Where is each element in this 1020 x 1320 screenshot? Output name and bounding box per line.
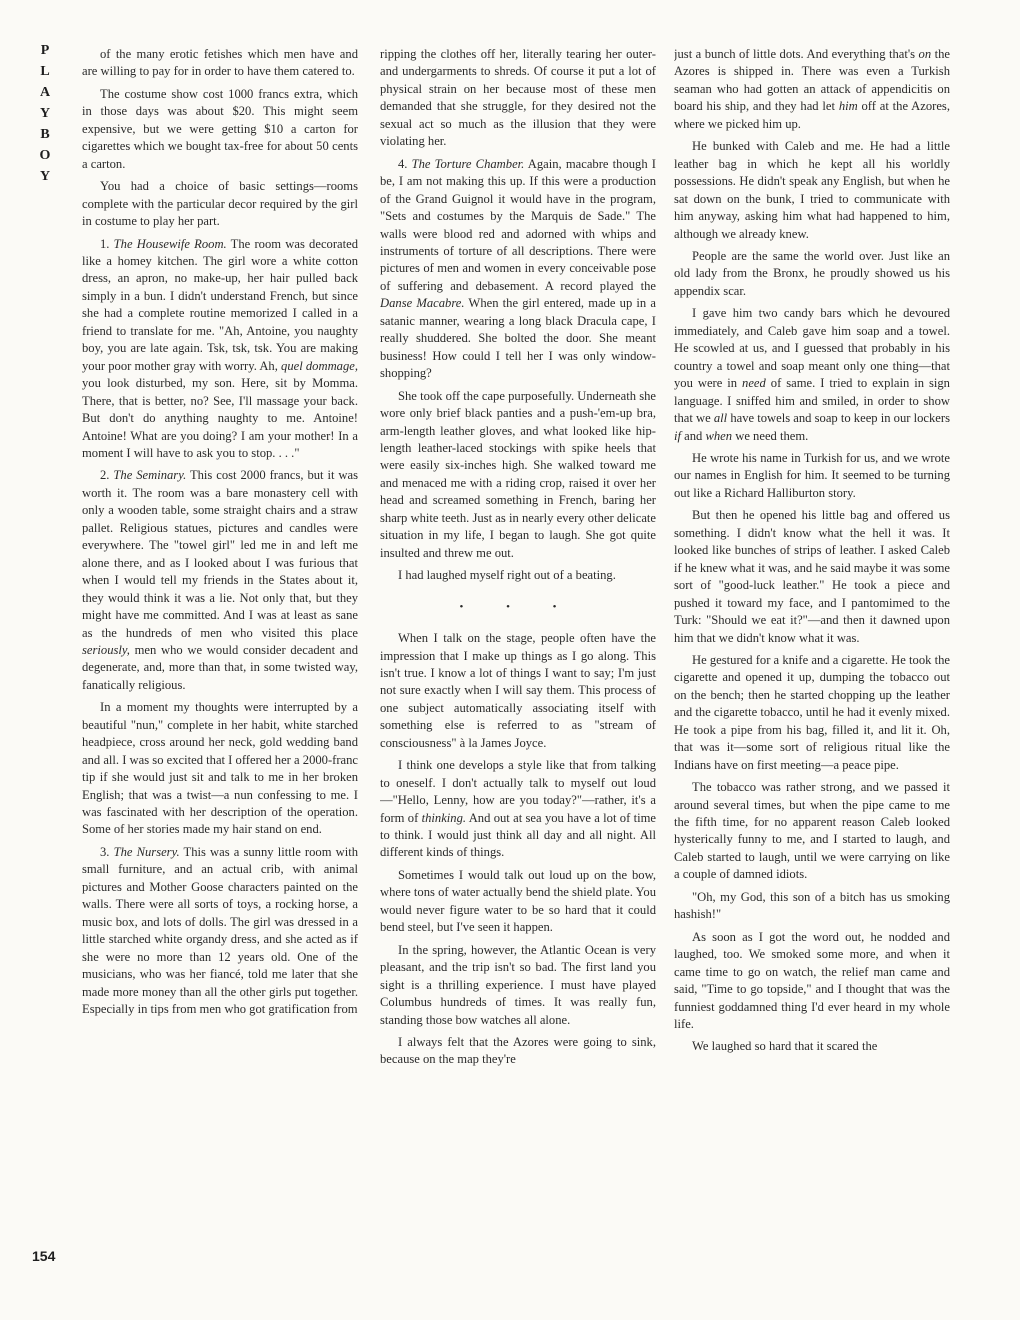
text-run: When I talk on the stage, people often have the impression that I make up things as I go along. This isn't true. I know a lot of things I want to say; I'm just not sure exactly when I will say them. This process of one subject automatically associating itself with something else is referred to as "stream of consciousness" à la James Joyce. xyxy=(380,631,656,750)
italic-text: seriously, xyxy=(82,642,130,657)
italic-text: if xyxy=(674,428,681,443)
italic-text: on xyxy=(918,47,932,61)
text-run: This was a sunny little room with small furniture, and an actual crib, with animal pictures and Mother Goose characters painted on the walls. There were all sorts of toys, a rocking horse, a music box, and lots of dolls. The girl was dressed in a little starched white organdy dress, and she acted as if she were no more than 12 years old. One of the musicians, who was her fiancé, told me later that she made more money than all the other girls put together. Especially in tips from men who got gratification from xyxy=(82,844,358,1017)
text-run: He wrote his name in Turkish for us, and we wrote our names in English for him. It seemed to be turning out like a Richard Halliburton story. xyxy=(674,450,950,500)
text-run: 1. xyxy=(100,236,114,251)
magazine-letter: O xyxy=(39,148,51,163)
text-run: have towels and soap to keep in our lockers xyxy=(727,411,950,426)
italic-text: quel dommage, xyxy=(281,358,358,373)
italic-text: Danse Macabre. xyxy=(380,296,465,311)
paragraph xyxy=(674,138,950,243)
paragraph xyxy=(674,46,950,133)
section-separator: • • • xyxy=(459,600,577,613)
paragraph xyxy=(82,844,358,1019)
italic-text: him xyxy=(838,99,858,114)
paragraph xyxy=(82,236,358,463)
paragraph xyxy=(380,867,656,937)
paragraph xyxy=(380,1034,656,1069)
text-run: I think one develops a style like that from talking to oneself. I don't actually talk to myself out loud—"Hello, Lenny, how are you today?"—rather, it's a form of xyxy=(380,758,656,825)
text-run: and xyxy=(681,428,706,443)
text-run: But then he opened his little bag and offered us something. I didn't know what the hell it was. It looked like bunches of strips of leather. I asked Caleb if he knew what it was, and he said maybe it was some sort of "good-luck leather." He took a piece and pushed it toward my face, and I pantomimed to the Turk: "Should we eat it?"—and then it dawned upon him that we didn't know what it was. xyxy=(674,508,950,645)
text-run: you look disturbed, my son. Here, sit by Momma. There, that is better, no? See, I'll massage your back. But don't do anything naughty to me. Antoine! Antoine! What are you doing? I am your mother! In a moment I will have to ask you to stop. . . ." xyxy=(82,376,358,460)
magazine-letter: P xyxy=(40,43,50,58)
text-run: we need them. xyxy=(732,428,809,443)
paragraph xyxy=(674,889,950,924)
paragraph xyxy=(380,46,656,151)
paragraph xyxy=(380,388,656,563)
text-run: I gave him two candy bars which he devoured immediately, and Caleb gave him soap and a towel. He scowled at us, and I guessed that probably in his country a towel and soap meant only one thing—that you were in xyxy=(674,306,950,391)
text-run: He gestured for a knife and a cigarette. He took the cigarette and opened it up, dumping the tobacco out on the bench; then he started chopping up the leather and the cigarette tobacco, until he had it evenly mixed. He took a pipe from his bag, filled it, and lit it. Oh, that was it—some sort of religious ritual like the Indians have on first meeting—a peace pipe. xyxy=(674,652,950,772)
italic-text: The Housewife Room. xyxy=(113,236,227,251)
text-run: off at the Azores, where we picked him up. xyxy=(674,99,950,131)
paragraph xyxy=(674,450,950,502)
text-run: When the girl entered, made up in a satanic manner, wearing a long black Dracula cape, I really shuddered. She bolted the door. She meant business! How could I tell her I was only window-shopping? xyxy=(380,296,656,381)
text-run: 4. xyxy=(398,156,412,171)
paragraph xyxy=(380,630,656,752)
italic-text: The Torture Chamber. xyxy=(411,156,525,171)
paragraph xyxy=(380,567,656,584)
paragraph xyxy=(380,942,656,1029)
italic-text: The Seminary. xyxy=(113,468,187,483)
magazine-name-vertical xyxy=(30,40,60,187)
text-run: The costume show cost 1000 francs extra, which in those days was about $20. This might seem expensive, but we were getting $10 a carton for cigarettes which we bought tax-free for about 50 cents a carton. xyxy=(82,86,358,171)
text-run: He bunked with Caleb and me. He had a little leather bag in which he kept all his worldly possessions. He didn't speak any English, but when he sat down on the bunk, I tried to communicate with him anyway, asking him what had happened to him, although we already knew. xyxy=(674,139,950,241)
text-column-1 xyxy=(82,46,358,1286)
text-run: the Azores is shipped in. There was even a Turkish seaman who had gotten an attack of appendicitis on board his ship, and they had let xyxy=(674,47,950,114)
italic-text: need xyxy=(742,376,766,391)
text-run: I had laughed myself right out of a beating. xyxy=(398,568,616,583)
paragraph xyxy=(82,86,358,173)
paragraph xyxy=(674,305,950,445)
paragraph xyxy=(380,757,656,862)
text-run: You had a choice of basic settings—rooms complete with the particular decor required by the girl in costume to play her part. xyxy=(82,179,358,229)
text-run: In a moment my thoughts were interrupted by a beautiful "nun," complete in her habit, white starched headpiece, cross around her neck, gold wedding band and all. I was so excited that I offered her a 2000-franc tip if she would just sit and talk to me in her broken English; that was a twist—a nun confessing to me. I was fascinated with her description of the operation. Some of her stories made my hair stand on end. xyxy=(82,700,358,837)
text-run: "Oh, my God, this son of a bitch has us smoking hashish!" xyxy=(674,889,950,922)
paragraph xyxy=(82,699,358,839)
magazine-letter: L xyxy=(40,64,50,79)
paragraph xyxy=(674,248,950,300)
text-run: ripping the clothes off her, literally tearing her outer- and undergarments to shreds. Of course it put a lot of physical strain on her because most of these men demanded that she struggle, for they desired not the sexual act so much as the illusion that they were violating her. xyxy=(380,47,656,149)
magazine-letter: B xyxy=(40,127,50,142)
text-run: As soon as I got the word out, he nodded and laughed, too. We smoked some more, and when it came time to go on watch, the relief man came and said, "Time to go topside," and I thought that was the funniest goddamned thing I'd ever heard in my whole life. xyxy=(674,929,950,1032)
text-run: We laughed so hard that it scared the xyxy=(692,1039,878,1054)
paragraph xyxy=(82,178,358,230)
italic-text: when xyxy=(705,428,733,443)
text-run: men who we would consider decadent and degenerate, and, more than that, in some twisted way, fanatically religious. xyxy=(82,642,358,692)
paragraph xyxy=(674,779,950,884)
text-run: She took off the cape purposefully. Underneath she wore only brief black panties and a push-'em-up bra, arm-length leather gloves, and what looked like hip-length leather-laced stockings with spike heels that were easily six-inches high. She walked toward me and menaced me with a riding crop, raised it over her head and screamed something in French, baring her sharp white teeth. Just as in nearly every other delicate situation in my life, I began to laugh. She got quite insulted and threw me out. xyxy=(380,388,656,560)
paragraph xyxy=(380,156,656,383)
paragraph xyxy=(674,929,950,1034)
paragraph xyxy=(82,46,358,81)
italic-text: thinking. xyxy=(421,810,467,825)
text-run: The room was decorated like a homey kitchen. The girl wore a white cotton dress, an apron, no make-up, her hair pulled back simply in a bun. I didn't understand French, but since she had a complete routine memorized I called in a friend to translate for me. "Ah, Antoine, you naughty boy, you are late again. Tsk, tsk, tsk. You are making your poor mother gray with worry. Ah, xyxy=(82,236,358,373)
magazine-letter: Y xyxy=(39,106,51,121)
paragraph xyxy=(674,652,950,774)
text-run: In the spring, however, the Atlantic Ocean is very pleasant, and the trip isn't so bad. The first land you sight is a thrilling experience. I must have played Columbus hundreds of times. It was really fun, standing those bow watches all alone. xyxy=(380,942,656,1027)
text-column-3 xyxy=(674,46,950,1286)
text-run: And out at sea you have a lot of time to think. I would just think all day and all night. All different kinds of things. xyxy=(380,810,656,860)
italic-text: The Nursery. xyxy=(113,844,180,859)
text-run: of same. I tried to explain in sign language. I sniffed him and smiled, in order to show that we xyxy=(674,376,950,426)
text-run: People are the same the world over. Just like an old lady from the Bronx, he proudly showed us his appendix scar. xyxy=(674,248,950,298)
text-run: I always felt that the Azores were going to sink, because on the map they're xyxy=(380,1035,656,1067)
italic-text: all xyxy=(713,411,728,426)
text-run: of the many erotic fetishes which men have and are willing to pay for in order to have them catered to. xyxy=(82,47,358,79)
magazine-letter: A xyxy=(39,85,51,100)
text-run: Again, macabre though I be, I am not making this up. If this were a production of the Grand Guignol it would have in the program, "Sets and costumes by the Marquis de Sade." The walls were blood red and adorned with whips and instruments of torture of all descriptions. There were pictures of men and women in every conceivable pose of suffering and debasement. A record played the xyxy=(380,156,656,293)
text-run: Sometimes I would talk out loud up on the bow, where tons of water actually bend the shield plate. You would never figure water to be so hard that it could bend steel, but I've seen it happen. xyxy=(380,867,656,935)
magazine-letter: Y xyxy=(39,169,51,184)
text-run: The tobacco was rather strong, and we passed it around several times, but when the pipe came to me the fifth time, for no apparent reason Caleb looked hysterically funny to me, and I started to laugh, and Caleb started to laugh, until we were carrying on like a couple of damned idiots. xyxy=(674,780,950,882)
text-run: 3. xyxy=(100,844,114,859)
paragraph xyxy=(674,507,950,647)
text-run: This cost 2000 francs, but it was worth it. The room was a bare monastery cell with only a wooden table, some straight chairs and a straw pallet. Religious statues, pictures and candles were everywhere. The "towel girl" led me in and left me alone there, and as I looked about I was furious that when I would tell my friends in the States about it, they would think it was a lie. Not only that, but they might have me committed. And I was at least as sane as the hundreds of men who visited this place xyxy=(82,468,358,640)
paragraph xyxy=(674,1038,950,1055)
text-column-2 xyxy=(380,46,656,1286)
text-run: just a bunch of little dots. And everything that's xyxy=(674,47,919,61)
page-number: 154 xyxy=(32,1248,56,1264)
text-run: 2. xyxy=(100,468,114,483)
paragraph xyxy=(82,467,358,694)
